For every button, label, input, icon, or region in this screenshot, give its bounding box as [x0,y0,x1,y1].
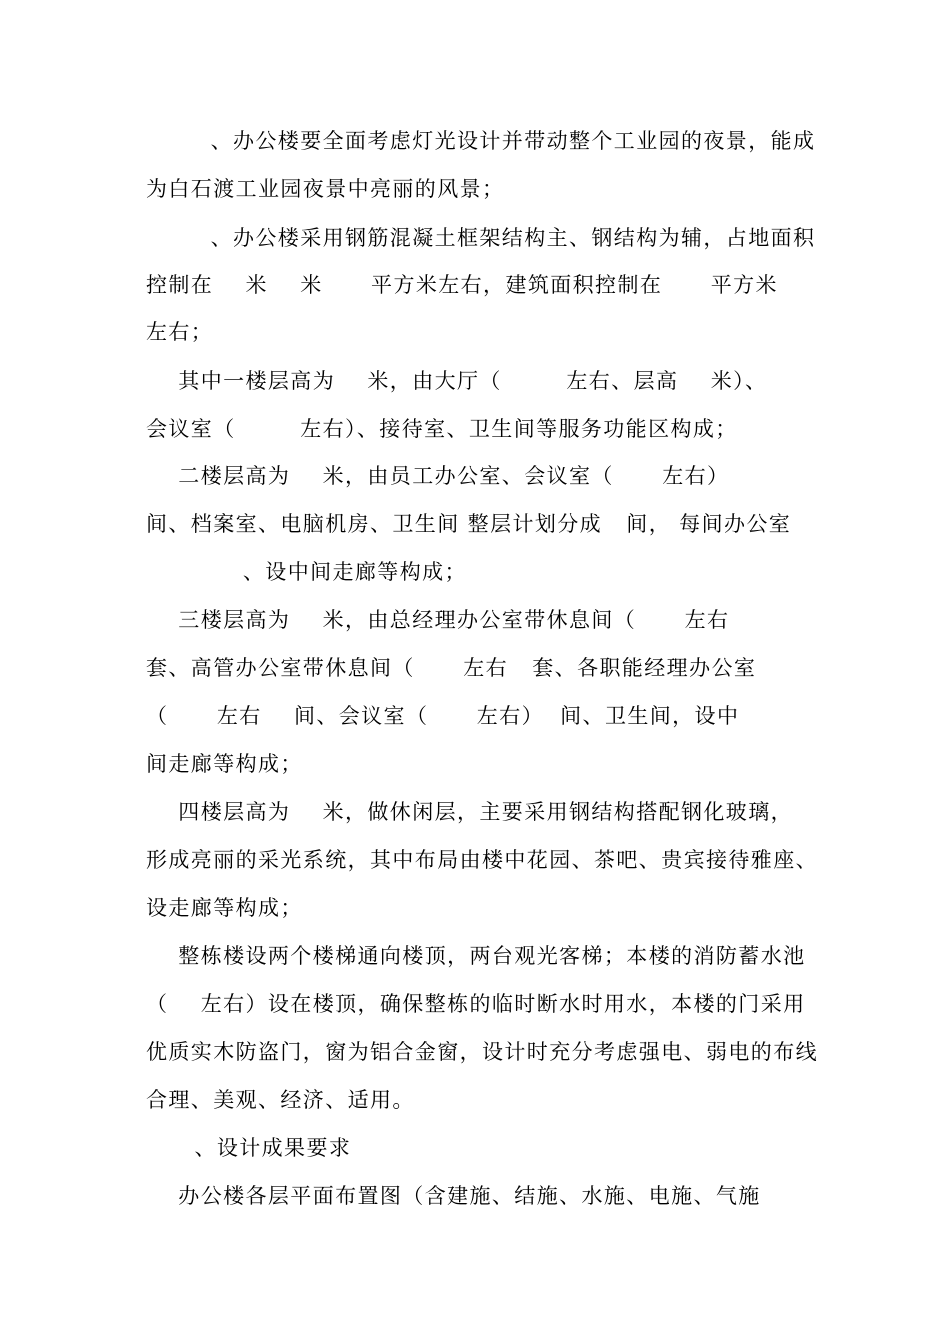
text-line: 二楼层高为 米，由员工办公室、会议室（ 左右） [146,464,730,488]
text-line: 、办公楼采用钢筋混凝土框架结构主、钢结构为辅，占地面积 [146,226,816,250]
text-line: 控制在 米 米 平方米左右，建筑面积控制在 平方米 [146,273,778,297]
text-line: 套、高管办公室带休息间（ 左右 套、各职能经理办公室 [146,656,757,680]
section-heading: 、设计成果要求 [146,1136,352,1160]
text-line: 三楼层高为 米，由总经理办公室带休息间（ 左右 [146,608,730,632]
text-line: 左右； [146,320,214,344]
text-line: 整栋楼设两个楼梯通向楼顶，两台观光客梯；本楼的消防蓄水池 [146,944,806,968]
text-line: 、设中间走廊等构成； [146,560,467,584]
text-line: 其中一楼层高为 米，由大厅（ 左右、层高 米）、 [146,369,768,393]
text-line: 间走廊等构成； [146,752,303,776]
text-line: 合理、美观、经济、适用。 [146,1088,415,1112]
text-line: 设走廊等构成； [146,896,303,920]
text-line: 会议室（ 左右）、接待室、卫生间等服务功能区构成； [146,417,738,441]
text-line: 办公楼各层平面布置图（含建施、结施、水施、电施、气施 [146,1184,761,1208]
text-line: 为白石渡工业园夜景中亮丽的风景； [146,177,505,201]
text-line: （ 左右 间、会议室（ 左右） 间、卫生间，设中 [146,704,740,728]
text-line: 优质实木防盗门，窗为铝合金窗，设计时充分考虑强电、弱电的布线 [146,1040,818,1064]
text-line: 、办公楼要全面考虑灯光设计并带动整个工业园的夜景，能成 [146,129,816,153]
text-line: 间、档案室、电脑机房、卫生间 整层计划分成 间， 每间办公室 [146,512,792,536]
text-line: 形成亮丽的采光系统，其中布局由楼中花园、茶吧、贵宾接待雅座、 [146,848,818,872]
text-line: （ 左右）设在楼顶，确保整栋的临时断水时用水，本楼的门采用 [146,992,806,1016]
text-line: 四楼层高为 米，做休闲层，主要采用钢结构搭配钢化玻璃， [146,800,793,824]
